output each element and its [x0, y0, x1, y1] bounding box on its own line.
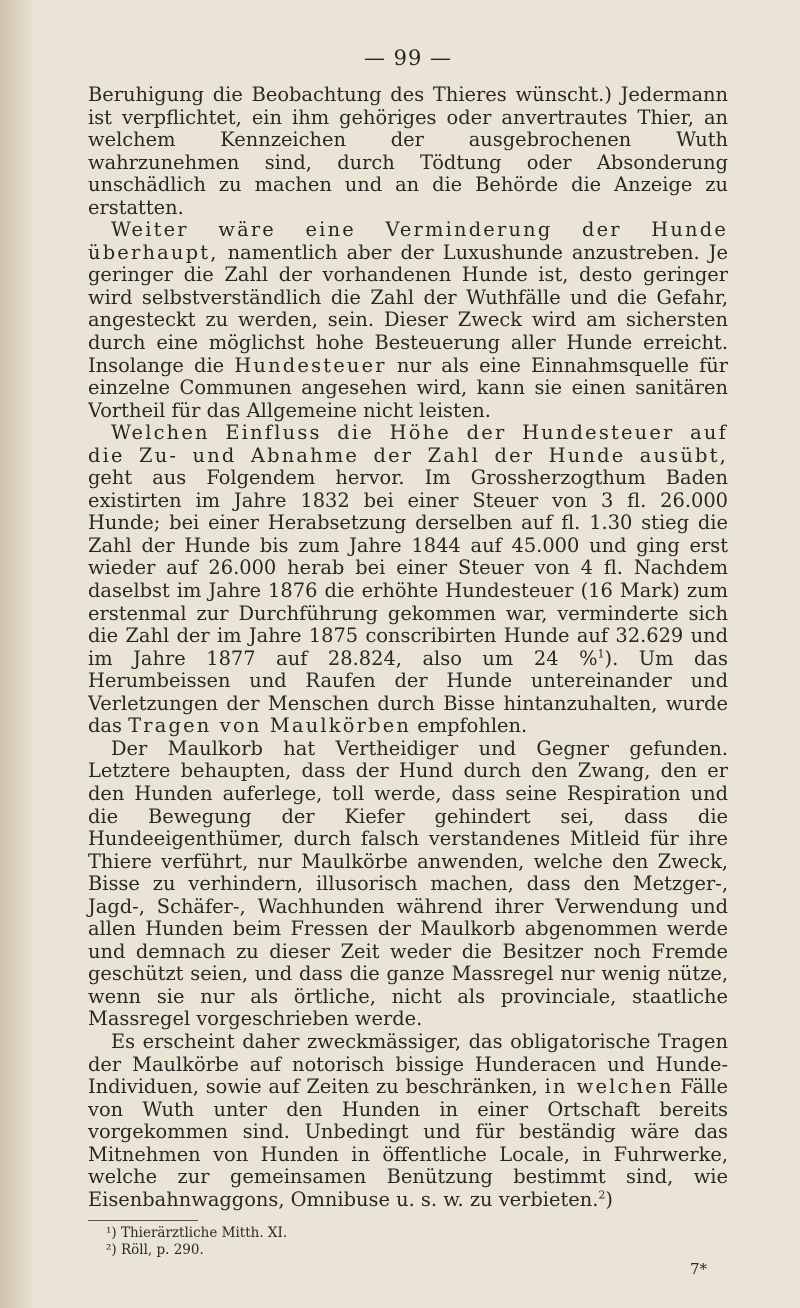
signature-mark: 7* — [690, 1260, 708, 1278]
text-run: ) — [605, 1187, 613, 1211]
footnote-ref: 1 — [597, 647, 605, 661]
text-run: geht aus Folgendem hervor. Im Grossherzogthum Baden existirten im Jahre 1832 bei einer Steuer von 3 fl. 26.000 Hunde; bei einer Herabsetzung derselben auf fl. 1.30 stieg die Zahl der Hunde bis zum Jahre 1844 auf 45.000 und ging erst wieder auf 26.000 herab bei einer Steuer von 4 fl. Nachdem daselbst im Jahre 1876 die erhöhte Hundesteuer (16 Mark) zum erstenmal zur Durchführung gekommen war, verminderte sich die Zahl der im Jahre 1875 conscribirten Hunde auf 32.629 und im Jahre 1877 auf 28.824, also um 24 % — [88, 466, 728, 670]
text-run: Der Maulkorb hat Vertheidiger und Gegner gefunden. Letztere behaupten, dass der Hund durch den Zwang, den er den Hunden auferlege, toll werde, dass seine Respiration und die Bewegung der Kiefer gehindert sei, dass die Hundeeigenthümer, durch falsch verstandenes Mitleid für ihre Thiere verführt, nur Maulkörbe anwenden, welche den Zweck, Bisse zu verhindern, illusorisch machen, dass den Metzger-, Jagd-, Schäfer-, Wachhunden während ihrer Verwendung und allen Hunden beim Fressen der Maulkorb abgenommen werde und demnach zu dieser Zeit weder die Besitzer noch Fremde geschützt seien, und dass die ganze Massregel nur wenig nütze, wenn sie nur als örtliche, nicht als provinciale, staatliche Massregel vorgeschrieben werde. — [88, 736, 728, 1031]
text-run: namentlich aber der Luxushunde anzustreben. Je geringer die Zahl der vorhandenen Hunde ist, desto geringer wird selbstverständlich die Zahl der Wuthfälle und die Gefahr, angesteckt zu werden, sein. Dieser Zweck wird am sichersten durch eine möglichst hohe Besteuerung aller Hunde erreicht. Insolange die — [88, 240, 728, 377]
body-text — [88, 84, 728, 1211]
paragraph — [88, 422, 728, 738]
text-run: Fälle von Wuth unter den Hunden in einer Ortschaft bereits vorgekommen sind. Unbedingt und für beständig wäre das Mitnehmen von Hunden in öffentliche Locale, in Fuhrwerke, welche zur gemeinsamen Benützung bestimmt sind, wie Eisenbahnwaggons, Omnibuse u. s. w. zu verbieten. — [88, 1075, 728, 1211]
footnote-rule — [88, 1220, 198, 1221]
spaced-emphasis: Welchen Einfluss die Höhe der Hundesteuer auf die Zu- und Abnahme der Zahl der Hunde ausübt, — [88, 421, 728, 467]
footnote-ref: 2 — [598, 1188, 606, 1202]
text-run: nur als eine Einnahmsquelle für einzelne Communen angesehen wird, kann sie einen sanitären Vortheil für das Allgemeine nicht leisten. — [88, 353, 728, 422]
paragraph — [88, 84, 728, 219]
spaced-emphasis: Hundesteuer — [234, 353, 387, 377]
spaced-emphasis: Weiter wäre eine Verminderung der Hunde überhaupt, — [88, 218, 728, 264]
footnote-2: ²) Röll, p. 290. — [106, 1242, 204, 1258]
text-run: empfohlen. — [411, 714, 528, 738]
paragraph — [88, 1031, 728, 1211]
text-run: Beruhigung die Beobachtung des Thieres wünscht.) Jedermann ist verpflichtet, ein ihm gehöriges oder anvertrautes Thier, an welchem Kennzeichen der ausgebrochenen Wuth wahrzunehmen sind, durch Tödtung oder Absonderung unschädlich zu machen und an die Behörde die Anzeige zu erstatten. — [88, 83, 728, 219]
footnotes — [88, 1225, 728, 1259]
paragraph — [88, 219, 728, 422]
page-number: — 99 — — [363, 46, 453, 70]
spaced-emphasis: in welchen — [544, 1075, 674, 1099]
footnote-1: ¹) Thierärztliche Mitth. XI. — [106, 1225, 288, 1241]
text-run: Es erscheint daher zweckmässiger, das obligatorische Tragen der Maulkörbe auf notorisch bissige Hunderacen und Hunde-Individuen, sowie auf Zeiten zu beschränken, — [88, 1029, 728, 1099]
spaced-emphasis: Tragen von Maulkörben — [128, 714, 412, 738]
text-run: ). Um das Herumbeissen und Raufen der Hunde untereinander und Verletzungen der Menschen durch Bisse hintanzuhalten, wurde das — [88, 646, 728, 738]
paragraph — [88, 738, 728, 1031]
book-gutter-shadow — [0, 0, 34, 1308]
